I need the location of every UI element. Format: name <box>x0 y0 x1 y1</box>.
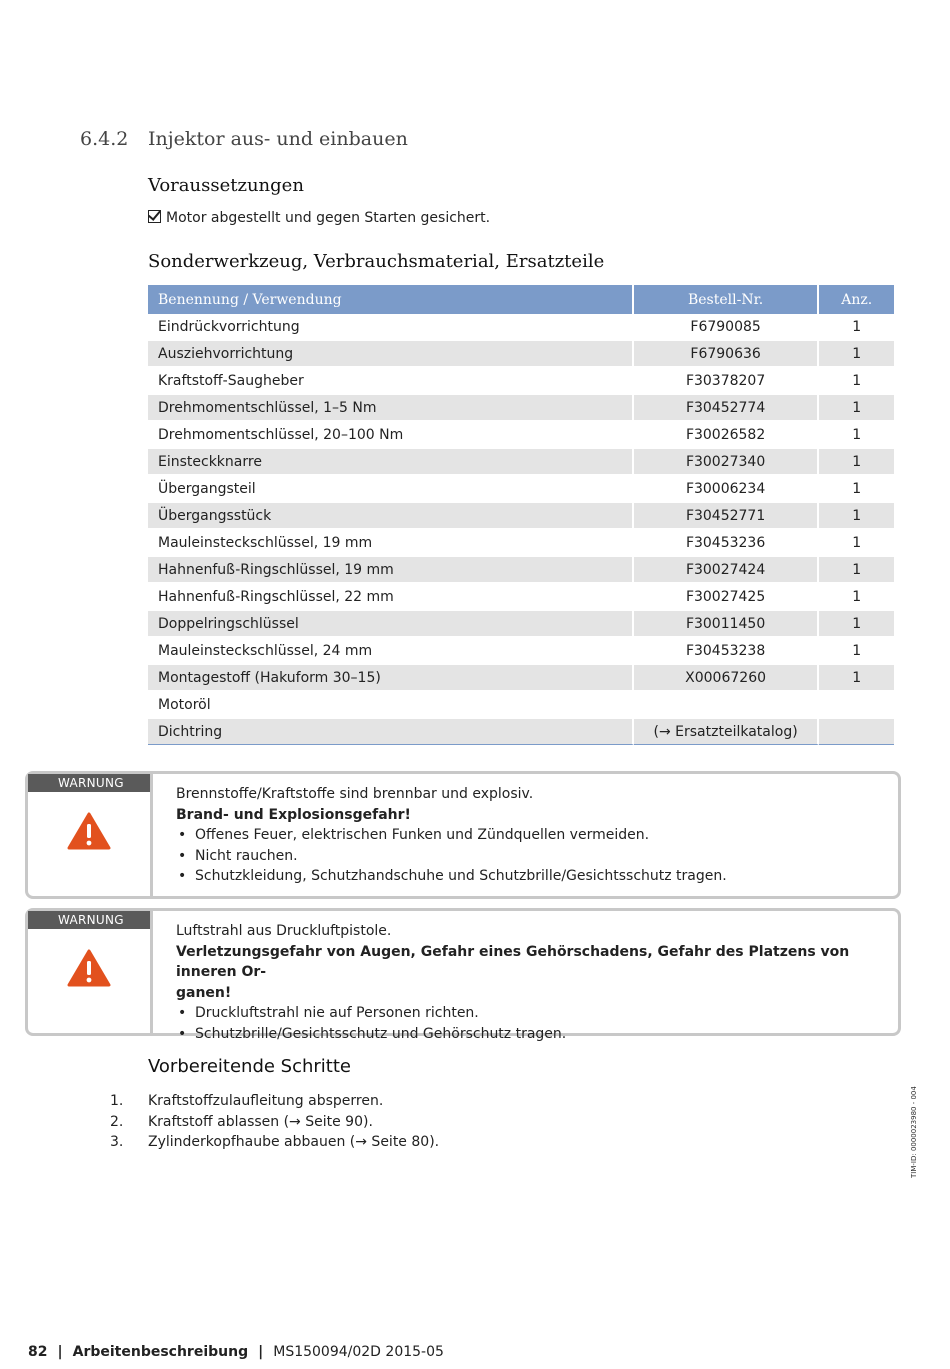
table-row <box>148 611 894 638</box>
cell-name: Hahnenfuß-Ringschlüssel, 22 mm <box>148 584 634 611</box>
cell-name: Übergangsstück <box>148 503 634 530</box>
cell-order-no: F6790085 <box>634 314 820 341</box>
parts-table-header <box>148 285 894 314</box>
footer-separator: | <box>258 1344 264 1360</box>
cell-name: Drehmomentschlüssel, 20–100 Nm <box>148 422 634 449</box>
cell-qty: 1 <box>819 422 894 449</box>
tim-id: TIM-ID: 0000023980 - 004 <box>910 1086 918 1178</box>
cell-qty <box>819 692 894 719</box>
cell-order-no: F6790636 <box>634 341 820 368</box>
warning-triangle-icon <box>67 812 111 850</box>
warning-label: WARNUNG <box>28 774 150 792</box>
list-item: • Schutzbrille/Gesichtsschutz und Gehörschutz tragen. <box>176 1024 898 1045</box>
cell-name: Übergangsteil <box>148 476 634 503</box>
cell-name: Drehmomentschlüssel, 1–5 Nm <box>148 395 634 422</box>
table-row <box>148 503 894 530</box>
cell-name: Ausziehvorrichtung <box>148 341 634 368</box>
cell-name: Einsteckknarre <box>148 449 634 476</box>
cell-order-no: F30027424 <box>634 557 820 584</box>
cell-order-no: F30011450 <box>634 611 820 638</box>
warning-danger-line1: Verletzungsgefahr von Augen, Gefahr eines Gehörschadens, Gefahr des Platzens von inneren Or- <box>176 943 850 980</box>
step-item <box>110 1091 439 1112</box>
page-footer <box>28 1344 444 1360</box>
cell-qty: 1 <box>819 557 894 584</box>
step-text: Kraftstoffzulaufleitung absperren. <box>148 1093 384 1109</box>
cell-qty: 1 <box>819 476 894 503</box>
cell-qty: 1 <box>819 341 894 368</box>
cell-order-no: F30026582 <box>634 422 820 449</box>
preparatory-heading: Vorbereitende Schritte <box>148 1056 351 1077</box>
prerequisites-heading: Voraussetzungen <box>148 175 304 196</box>
table-row <box>148 368 894 395</box>
prerequisite-text: Motor abgestellt und gegen Starten gesichert. <box>166 210 491 226</box>
warning-label: WARNUNG <box>28 911 150 929</box>
cell-name: Motoröl <box>148 692 634 719</box>
cell-name: Mauleinsteckschlüssel, 19 mm <box>148 530 634 557</box>
footer-page-number: 82 <box>28 1344 48 1360</box>
section-number: 6.4.2 <box>80 128 129 150</box>
table-row <box>148 395 894 422</box>
cell-qty <box>819 719 894 745</box>
step-number: 1. <box>110 1093 124 1109</box>
table-row <box>148 665 894 692</box>
table-row <box>148 557 894 584</box>
warning-text: Brennstoffe/Kraftstoffe sind brennbar und explosiv. <box>176 786 534 802</box>
cell-name: Dichtring <box>148 719 634 745</box>
cell-order-no <box>634 692 820 719</box>
col-header-order-no: Bestell-Nr. <box>634 285 820 314</box>
warning-content <box>176 774 898 887</box>
list-item: • Offenes Feuer, elektrischen Funken und Zündquellen vermeiden. <box>176 825 898 846</box>
table-row <box>148 476 894 503</box>
cell-order-no: (→ Ersatzteilkatalog) <box>634 719 820 745</box>
cell-qty: 1 <box>819 530 894 557</box>
warning-box-fire <box>25 771 901 899</box>
cell-order-no: F30453236 <box>634 530 820 557</box>
warning-measures <box>176 825 898 887</box>
cell-order-no: X00067260 <box>634 665 820 692</box>
table-row <box>148 719 894 745</box>
checkbox-checked-icon <box>148 210 161 223</box>
cell-qty: 1 <box>819 584 894 611</box>
step-item <box>110 1132 439 1153</box>
parts-table <box>148 285 894 745</box>
list-item: • Druckluftstrahl nie auf Personen richten. <box>176 1003 898 1024</box>
warning-triangle-icon <box>67 949 111 987</box>
footer-chapter: Arbeitenbeschreibung <box>72 1344 249 1360</box>
tools-heading: Sonderwerkzeug, Verbrauchsmaterial, Ersatzteile <box>148 251 605 272</box>
cell-name: Kraftstoff-Saugheber <box>148 368 634 395</box>
cell-qty: 1 <box>819 638 894 665</box>
footer-document: MS150094/02D 2015-05 <box>273 1344 444 1360</box>
cell-name: Montagestoff (Hakuform 30–15) <box>148 665 634 692</box>
cell-name: Mauleinsteckschlüssel, 24 mm <box>148 638 634 665</box>
list-item: • Schutzkleidung, Schutzhandschuhe und Schutzbrille/Gesichtsschutz tragen. <box>176 866 898 887</box>
warning-box-compressed-air <box>25 908 901 1042</box>
table-row <box>148 422 894 449</box>
col-header-name: Benennung / Verwendung <box>148 285 634 314</box>
cell-order-no: F30452771 <box>634 503 820 530</box>
warning-danger: Brand- und Explosionsgefahr! <box>176 806 411 823</box>
table-row <box>148 314 894 341</box>
preparatory-steps <box>110 1091 439 1153</box>
table-row <box>148 638 894 665</box>
warning-sidebar <box>28 911 153 1033</box>
cell-qty: 1 <box>819 665 894 692</box>
table-row <box>148 530 894 557</box>
cell-order-no: F30453238 <box>634 638 820 665</box>
warning-sidebar <box>28 774 153 896</box>
cell-order-no: F30027425 <box>634 584 820 611</box>
step-item <box>110 1112 439 1133</box>
step-number: 2. <box>110 1113 124 1130</box>
col-header-qty: Anz. <box>819 285 894 314</box>
warning-content <box>176 911 898 1044</box>
table-row <box>148 341 894 368</box>
footer-separator: | <box>57 1344 63 1360</box>
cell-qty: 1 <box>819 314 894 341</box>
cell-qty: 1 <box>819 395 894 422</box>
cell-qty: 1 <box>819 503 894 530</box>
cell-qty: 1 <box>819 368 894 395</box>
section-title: Injektor aus- und einbauen <box>148 128 408 150</box>
warning-measures <box>176 1003 898 1044</box>
step-number: 3. <box>110 1134 124 1150</box>
step-text: Kraftstoff ablassen (→ Seite 90). <box>148 1113 373 1130</box>
cell-order-no: F30027340 <box>634 449 820 476</box>
cell-order-no: F30378207 <box>634 368 820 395</box>
cell-name: Doppelringschlüssel <box>148 611 634 638</box>
prerequisite-item <box>148 210 490 226</box>
cell-qty: 1 <box>819 449 894 476</box>
table-row <box>148 584 894 611</box>
cell-order-no: F30006234 <box>634 476 820 503</box>
cell-qty: 1 <box>819 611 894 638</box>
warning-danger-line2: ganen! <box>176 984 232 1001</box>
list-item: • Nicht rauchen. <box>176 846 898 867</box>
table-row <box>148 449 894 476</box>
warning-text: Luftstrahl aus Druckluftpistole. <box>176 923 392 939</box>
table-row <box>148 692 894 719</box>
step-text: Zylinderkopfhaube abbauen (→ Seite 80). <box>148 1134 440 1150</box>
cell-name: Hahnenfuß-Ringschlüssel, 19 mm <box>148 557 634 584</box>
cell-name: Eindrückvorrichtung <box>148 314 634 341</box>
cell-order-no: F30452774 <box>634 395 820 422</box>
